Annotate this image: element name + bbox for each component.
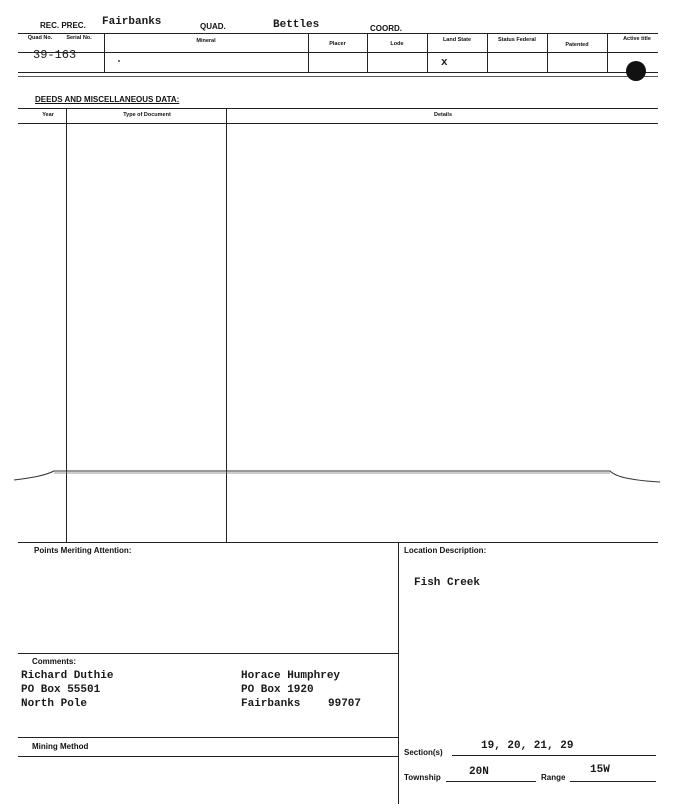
lower-center-divider [398,542,399,804]
col-serial-no: Serial No. [66,35,92,41]
quad-label: QUAD. [200,22,226,31]
quad-serial-value: 39-163 [33,48,77,62]
col-type-of-document: Type of Document [123,112,171,118]
col-patented: Patented [565,42,589,48]
header-col-divider [487,33,488,72]
location-value: Fish Creek [414,577,481,589]
comment-right-line1: Horace Humphrey [241,670,341,682]
col-status-federal: Status Federal [498,37,536,43]
rec-prec-value: Fairbanks [102,16,162,28]
township-underline [446,781,536,782]
mining-top-rule [18,737,398,738]
land-state-mark: x [441,57,448,69]
col-details: Details [433,112,453,118]
deeds-top-rule [18,108,658,109]
sections-label: Section(s) [404,748,443,757]
comments-top-rule [18,653,398,654]
col-lode: Lode [390,41,404,47]
mining-method-label: Mining Method [32,742,89,751]
rec-prec-label: REC. PREC. [40,21,86,30]
deeds-header-rule [18,123,658,124]
comment-left-line1: Richard Duthie [21,670,114,682]
range-label: Range [541,773,566,782]
comment-left-line2: PO Box 55501 [21,684,101,696]
points-meriting-attention-label: Points Meriting Attention: [34,546,132,555]
header-bottom-rule [18,72,658,73]
township-value: 20N [469,766,489,778]
coord-label: COORD. [370,24,402,33]
col-year: Year [42,112,54,118]
page-seam [0,462,678,492]
col-active-title: Active title [623,36,651,42]
header-top-rule [18,33,658,34]
comment-right-line3: Fairbanks [241,698,301,710]
sections-underline [452,755,656,756]
mining-bottom-rule [18,756,398,757]
speck [118,60,120,62]
township-label: Township [404,773,441,782]
header-col-divider [427,33,428,72]
header-col-divider [607,33,608,72]
range-underline [570,781,656,782]
comment-right-zip: 99707 [328,698,362,710]
comment-right-line2: PO Box 1920 [241,684,314,696]
col-placer: Placer [329,41,346,47]
range-value: 15W [590,764,610,776]
col-quad-no: Quad No. [27,35,53,41]
header-col-divider [367,33,368,72]
sections-value: 19, 20, 21, 29 [481,740,574,752]
active-title-dot [626,61,646,81]
col-land-state: Land State [442,37,472,43]
header-col-divider [308,33,309,72]
header-bottom-rule-2 [18,76,658,77]
comments-label: Comments: [32,657,77,666]
header-mid-rule [18,52,658,53]
deeds-heading: DEEDS AND MISCELLANEOUS DATA: [35,95,180,104]
quad-value: Bettles [273,19,320,31]
comment-left-line3: North Pole [21,698,88,710]
lower-top-rule [18,542,658,543]
col-mineral: Mineral [196,38,216,44]
header-col-divider [547,33,548,72]
location-description-label: Location Description: [404,546,487,555]
